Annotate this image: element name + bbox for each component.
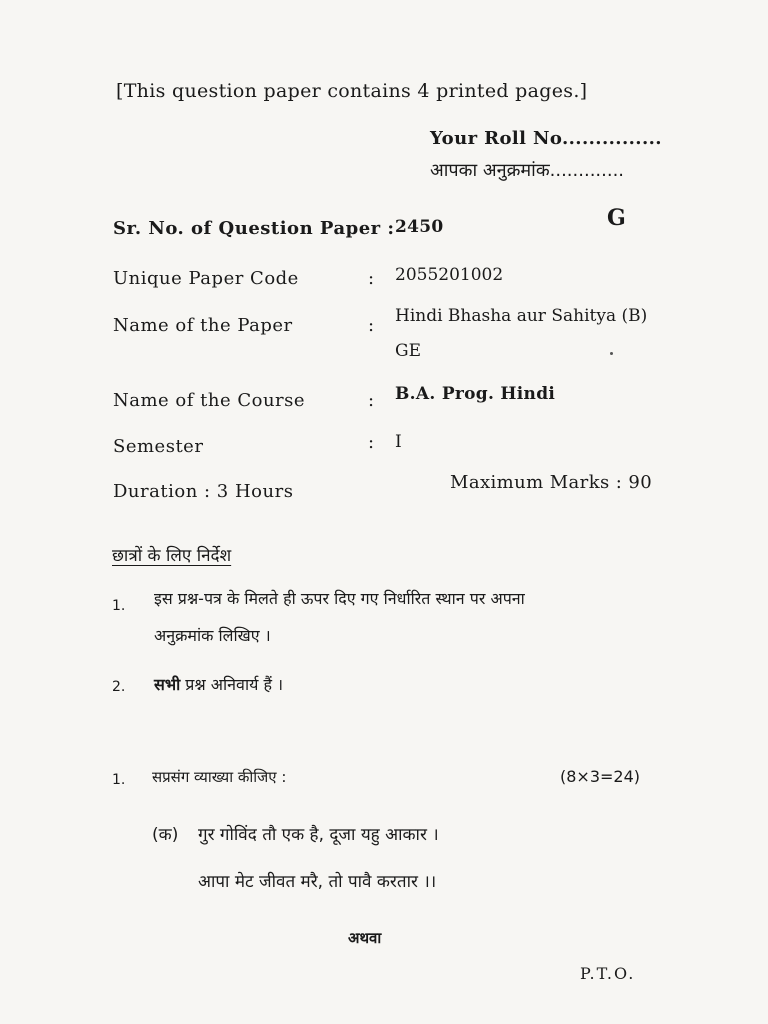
roll-number-label: Your Roll No............... <box>430 128 662 149</box>
instruction-1-number: 1. <box>112 598 126 614</box>
semester-colon: : <box>368 432 375 453</box>
paper-name-value: Hindi Bhasha aur Sahitya (B) <box>395 306 648 326</box>
paper-code-label: Unique Paper Code <box>113 268 299 289</box>
serial-number-label: Sr. No. of Question Paper : <box>113 218 395 239</box>
instructions-heading: छात्रों के लिए निर्देश <box>112 546 232 566</box>
course-name-value: B.A. Prog. Hindi <box>395 384 556 404</box>
paper-name-value-line2: GE <box>395 341 421 361</box>
question-1-part-label: (क) <box>152 825 179 845</box>
course-name-colon: : <box>368 390 375 411</box>
instruction-2-number: 2. <box>112 679 126 695</box>
paper-code-value: 2055201002 <box>395 265 504 285</box>
paper-code-colon: : <box>368 268 375 289</box>
paper-name-label: Name of the Paper <box>113 315 293 336</box>
verse-line-1: गुर गोविंद तौ एक है, दूजा यहु आकार । <box>198 825 439 845</box>
instruction-1-line1: इस प्रश्न-पत्र के मिलते ही ऊपर दिए गए निर्धारित स्थान पर अपना <box>154 589 525 608</box>
instruction-2-bold: सभी <box>154 675 181 694</box>
semester-label: Semester <box>113 436 204 457</box>
duration-label: Duration : 3 Hours <box>113 481 294 502</box>
instruction-2-rest: प्रश्न अनिवार्य हैं । <box>180 675 284 694</box>
paper-set-letter: G <box>607 205 626 231</box>
question-1-text: सप्रसंग व्याख्या कीजिए : <box>152 768 287 786</box>
maximum-marks: Maximum Marks : 90 <box>450 472 653 493</box>
semester-value: I <box>395 432 402 452</box>
or-separator: अथवा <box>348 929 382 947</box>
serial-number-value: 2450 <box>395 217 444 237</box>
verse-line-2: आपा मेट जीवत मरै, तो पावै करतार ।। <box>198 872 437 892</box>
question-1-number: 1. <box>112 772 126 788</box>
question-1-marks: (8×3=24) <box>560 767 641 786</box>
paper-name-colon: : <box>368 315 375 336</box>
course-name-label: Name of the Course <box>113 390 306 411</box>
roll-number-label-hindi: आपका अनुक्रमांक............. <box>430 160 625 181</box>
page-count-note: [This question paper contains 4 printed pages.] <box>116 80 588 102</box>
instruction-1-line2: अनुक्रमांक लिखिए । <box>154 626 271 645</box>
please-turn-over: P.T.O. <box>580 964 636 983</box>
instruction-2-text <box>154 673 283 695</box>
scan-speck <box>610 352 613 355</box>
